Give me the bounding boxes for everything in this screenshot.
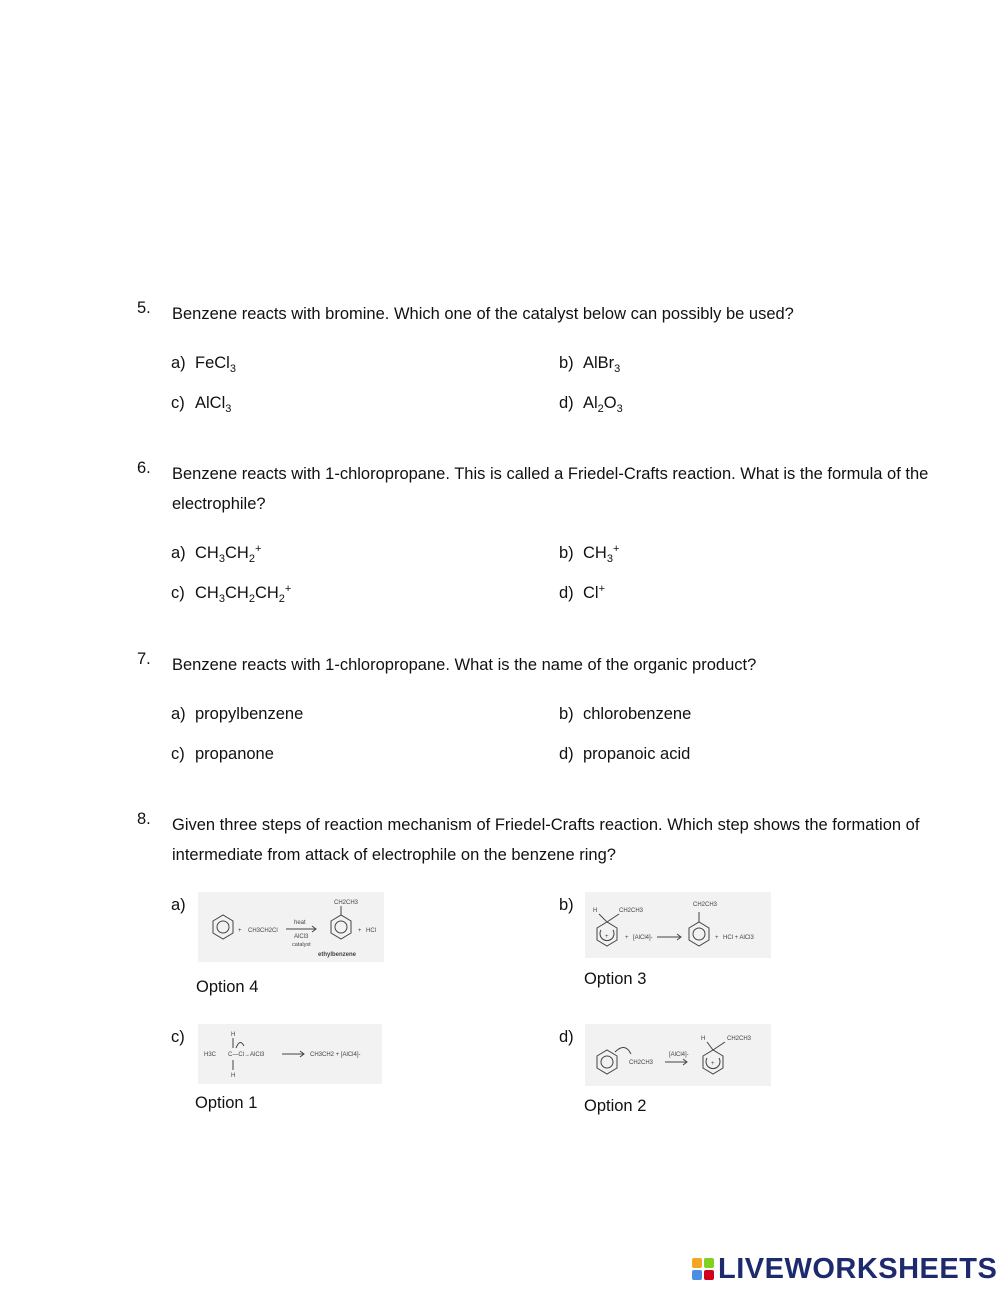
question-number: 8.: [137, 810, 151, 828]
svg-text:CH2CH3: CH2CH3: [334, 900, 359, 906]
question-text: Benzene reacts with 1-chloropropane. What is the name of the organic product?: [172, 656, 757, 674]
svg-text:H: H: [593, 908, 598, 914]
option-label: c): [171, 584, 185, 602]
q8-option-c-label[interactable]: c): [171, 1028, 185, 1046]
svg-text:ethylbenzene: ethylbenzene: [318, 952, 357, 958]
question-text: Given three steps of reaction mechanism of Friedel-Crafts reaction. Which step shows the formation of intermediate from attack of electrophile on the benzene ring?: [172, 816, 920, 864]
question-number: 7.: [137, 650, 151, 668]
q5-option-b[interactable]: b) AlBr$_3$: [559, 354, 621, 375]
svg-text:[AlCl4]-: [AlCl4]-: [633, 935, 653, 941]
q8-option-d-label[interactable]: d): [559, 1028, 574, 1046]
reaction-diagram-d[interactable]: [585, 1024, 771, 1086]
svg-text:H3C: H3C: [204, 1052, 217, 1058]
option-label: c): [171, 394, 185, 412]
reaction-d-svg: [585, 1024, 771, 1086]
svg-text:H: H: [701, 1036, 706, 1042]
reaction-c-svg: [198, 1024, 382, 1084]
svg-text:CH2CH3: CH2CH3: [693, 902, 718, 908]
q8-option-a-label[interactable]: a): [171, 896, 186, 914]
svg-text:+: +: [625, 935, 629, 941]
option-label: a): [171, 544, 186, 562]
svg-text:CH2CH3: CH2CH3: [619, 908, 644, 914]
question-text: Benzene reacts with bromine. Which one of the catalyst below can possibly be used?: [172, 305, 794, 323]
liveworksheets-logo: [692, 1253, 997, 1285]
option-label: a): [171, 705, 186, 723]
svg-text:+: +: [715, 935, 719, 941]
option-label: b): [559, 705, 574, 723]
q8-option-a-caption: Option 4: [196, 978, 259, 996]
q5-option-a[interactable]: a) FeCl$_3$: [171, 354, 236, 375]
svg-text:+: +: [605, 934, 609, 940]
q6-option-c[interactable]: c) $CH_3CH_2CH_2^+$: [171, 583, 292, 605]
option-label: b): [559, 544, 574, 562]
svg-text:[AlCl4]-: [AlCl4]-: [669, 1052, 689, 1058]
svg-text:H: H: [231, 1032, 236, 1038]
question-number: 5.: [137, 299, 151, 317]
svg-text:HCl + AlCl3: HCl + AlCl3: [723, 935, 754, 941]
svg-text:CH3CH2 + [AlCl4]-: CH3CH2 + [AlCl4]-: [310, 1052, 361, 1058]
svg-text:H: H: [231, 1073, 236, 1079]
logo-mark-icon: [692, 1258, 714, 1280]
option-label: d): [559, 394, 574, 412]
q7-option-d[interactable]: d) propanoic acid: [559, 745, 691, 763]
option-label: b): [559, 354, 574, 372]
q8-option-b-label[interactable]: b): [559, 896, 574, 914]
option-label: d): [559, 584, 574, 602]
reaction-b-svg: [585, 892, 771, 958]
q7-option-b[interactable]: b) chlorobenzene: [559, 705, 692, 723]
svg-text:+: +: [238, 928, 242, 934]
brand-name: LIVEWORKSHEETS: [718, 1252, 998, 1285]
svg-text:+: +: [358, 928, 362, 934]
q8-option-d-caption: Option 2: [584, 1097, 647, 1115]
svg-text:HCl: HCl: [366, 928, 376, 934]
q8-option-b-caption: Option 3: [584, 970, 647, 988]
option-label: d): [559, 745, 574, 763]
q7-option-a[interactable]: a) propylbenzene: [171, 705, 304, 723]
q6-option-d[interactable]: d) Cl+: [559, 583, 606, 602]
q5-option-d[interactable]: d) $Al_2O_3$: [559, 394, 623, 415]
reaction-a-svg: [198, 892, 384, 962]
q7-option-c[interactable]: c) propanone: [171, 745, 274, 763]
svg-text:AlCl3: AlCl3: [294, 934, 309, 940]
svg-text:C—Cl→AlCl3: C—Cl→AlCl3: [228, 1052, 265, 1058]
svg-text:CH2CH3: CH2CH3: [629, 1060, 654, 1066]
svg-text:CH3CH2Cl: CH3CH2Cl: [248, 928, 278, 934]
q6-option-a[interactable]: a) $CH_3CH_2^+$: [171, 543, 262, 565]
svg-text:+: +: [711, 1061, 715, 1067]
reaction-diagram-c[interactable]: [198, 1024, 382, 1084]
option-label: c): [171, 745, 185, 763]
reaction-diagram-a[interactable]: [198, 892, 384, 962]
q5-option-c[interactable]: c) AlCl$_3$: [171, 394, 232, 415]
svg-text:catalyst: catalyst: [292, 942, 311, 948]
question-number: 6.: [137, 459, 151, 477]
svg-text:heat: heat: [294, 920, 306, 926]
reaction-diagram-b[interactable]: [585, 892, 771, 958]
q8-option-c-caption: Option 1: [195, 1094, 258, 1112]
question-text: Benzene reacts with 1-chloropropane. This is called a Friedel-Crafts reaction. What is the formula of the electrophile?: [172, 465, 929, 513]
q6-option-b[interactable]: b) $CH_3^+$: [559, 543, 620, 565]
option-label: a): [171, 354, 186, 372]
svg-text:CH2CH3: CH2CH3: [727, 1036, 752, 1042]
